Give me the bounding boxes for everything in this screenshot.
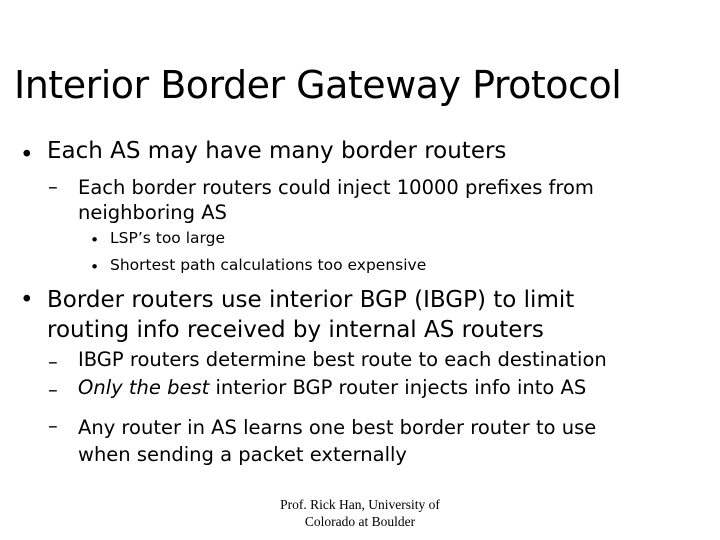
slide-title: Interior Border Gateway Protocol: [14, 63, 622, 107]
sub-bullet-marker: –: [48, 414, 58, 437]
level3-item-shortest-path: Shortest path calculations too expensive: [110, 256, 427, 274]
level3-marker: •: [90, 258, 100, 276]
sub-bullet-marker: –: [48, 175, 58, 198]
bullet-1-text: [47, 140, 506, 163]
emphasis-only-the-best: Only the best: [78, 376, 210, 399]
sub-bullet-marker: –: [48, 378, 58, 401]
sub-bullet-marker: –: [48, 350, 58, 373]
slide-footer: [250, 496, 470, 530]
sub-bullet-1-1-line-1: Each border routers could inject 10000 prefixes from: [78, 176, 594, 199]
footer-line-2: Colorado at Boulder: [304, 514, 416, 529]
sub-bullet-1-1-line-2: neighboring AS: [78, 201, 227, 224]
bullet-marker: •: [20, 142, 34, 168]
sub-bullet-2-3-text: [78, 414, 596, 468]
footer-line-1: Prof. Rick Han, University of: [280, 497, 440, 512]
level3-item-lsp: LSP’s too large: [110, 229, 226, 247]
sub-bullet-2-2-text: [78, 378, 586, 398]
sub-bullet-2-3-line-1: Any router in AS learns one best border router to use: [78, 416, 597, 439]
sub-bullet-1-1-text: [78, 175, 594, 225]
bullet-marker: •: [20, 287, 34, 313]
bullet-2-text: [47, 285, 574, 345]
bullet-2-line-2: routing info received by internal AS routers: [47, 317, 544, 343]
level3-marker: •: [90, 231, 100, 249]
sub-bullet-2-1-text: IBGP routers determine best route to each destination: [78, 348, 607, 371]
bullet-2-line-1: Border routers use interior BGP (IBGP) to limit: [47, 287, 575, 313]
bullet-1-line: Each AS may have many border routers: [47, 138, 507, 164]
sub-bullet-2-3-line-2: when sending a packet externally: [78, 443, 407, 466]
sub-bullet-2-2-rest: interior BGP router injects info into AS: [209, 376, 587, 399]
